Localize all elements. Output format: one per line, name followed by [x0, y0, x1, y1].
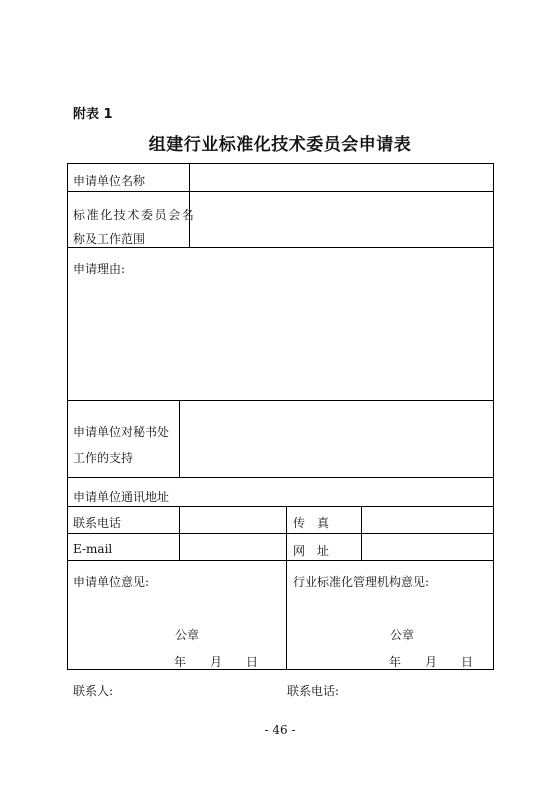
email-label: E-mail [73, 542, 113, 556]
committee-name-label-line1: 标准化技术委员会名 [73, 208, 196, 222]
address-label: 申请单位通讯地址 [73, 490, 170, 504]
authority-date-label: 年 月 日 [389, 655, 474, 669]
reason-field[interactable] [68, 248, 493, 400]
contact-person-label: 联系人: [73, 684, 114, 698]
committee-name-label-line2: 称及工作范围 [73, 232, 146, 246]
applicant-name-field[interactable] [190, 164, 493, 191]
applicant-date-label: 年 月 日 [174, 655, 259, 669]
authority-opinion-label: 行业标准化管理机构意见: [293, 575, 430, 589]
phone-field[interactable] [180, 507, 286, 533]
fax-label: 传 真 [293, 516, 330, 530]
committee-name-scope-field[interactable] [190, 192, 493, 247]
appendix-label: 附表 1 [73, 107, 113, 122]
authority-seal-label: 公章 [390, 628, 415, 642]
column-divider [286, 506, 287, 669]
page-number: - 46 - [264, 723, 296, 737]
row-divider [68, 560, 493, 561]
support-field[interactable] [180, 401, 493, 477]
contact-phone-label: 联系电话: [287, 684, 340, 698]
address-field[interactable] [180, 478, 493, 506]
reason-label: 申请理由: [73, 262, 126, 276]
support-label-line1: 申请单位对秘书处 [73, 425, 170, 439]
website-label: 网 址 [293, 544, 330, 558]
phone-label: 联系电话 [73, 516, 122, 530]
applicant-opinion-label: 申请单位意见: [73, 575, 150, 589]
support-label-line2: 工作的支持 [73, 451, 134, 465]
email-field[interactable] [180, 534, 286, 560]
applicant-name-label: 申请单位名称 [73, 174, 146, 188]
form-title: 组建行业标准化技术委员会申请表 [148, 135, 412, 155]
applicant-seal-label: 公章 [175, 628, 200, 642]
fax-field[interactable] [362, 507, 493, 533]
application-form-table [67, 163, 494, 670]
website-field[interactable] [362, 534, 493, 560]
